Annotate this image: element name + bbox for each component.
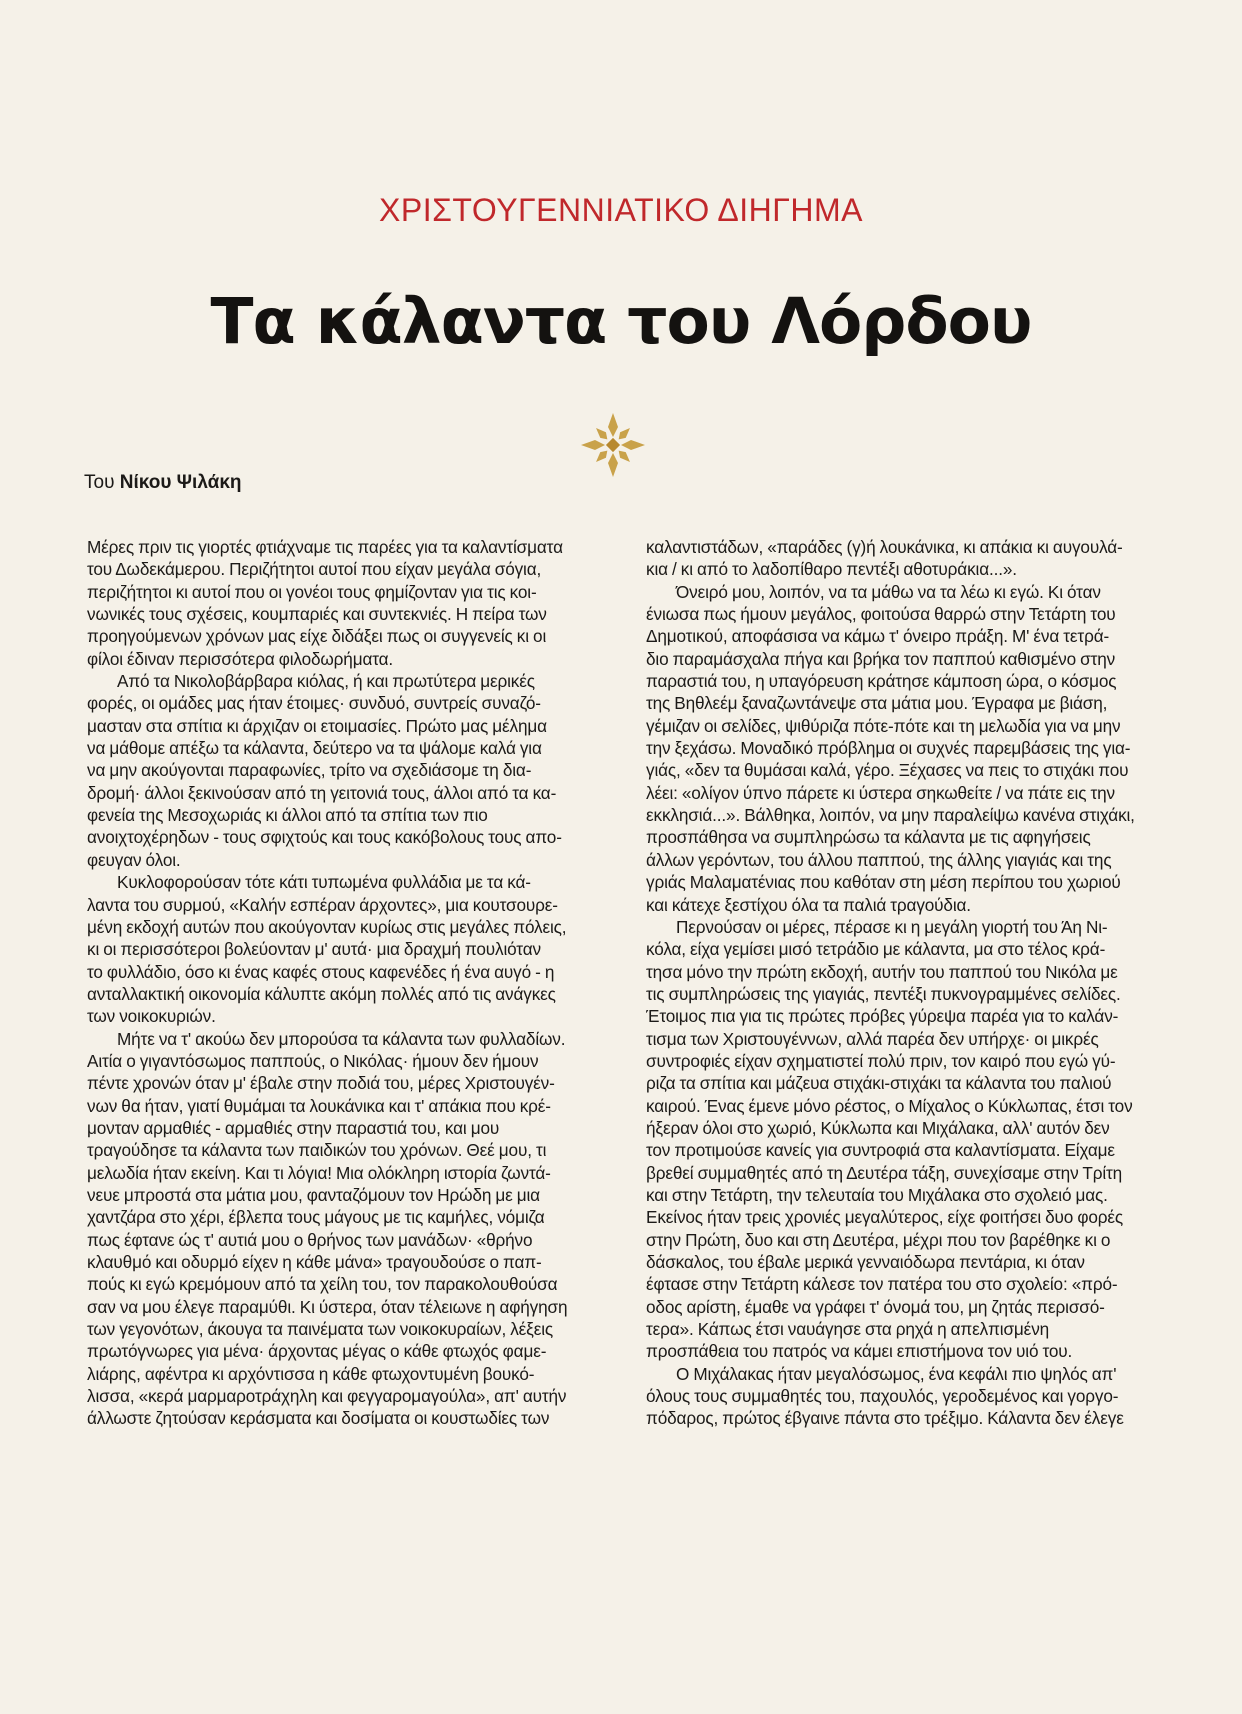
text-line: Δημοτικού, αποφάσισα να κάμω τ' όνειρο πράξη. Μ' ένα τετρά- [646, 626, 1110, 647]
text-line: πόδαρος, πρώτος έβγαινε πάντα στο τρέξιμο. Κάλαντα δεν έλεγε [646, 1408, 1124, 1429]
text-line: εκκλησιά...». Βάλθηκα, λοιπόν, να μην παραλείψω κανένα στιχάκι, [646, 805, 1135, 826]
text-line: ήξεραν όλοι στο χωριό, Κύκλωπα και Μιχάλακα, αλλ' αυτόν δεν [646, 1117, 1110, 1138]
text-line: Κυκλοφορούσαν τότε κάτι τυπωμένα φυλλάδια με τα κά- [117, 872, 531, 893]
text-line: ανοιχτοχέρηδων - τους σφιχτούς και τους κακόβολους τους απο- [87, 827, 562, 848]
byline [84, 470, 242, 496]
text-line: συντροφιές είχαν σχηματιστεί πολύ πριν, τον καιρό που εγώ γύ- [646, 1050, 1116, 1071]
text-line: να μην ακούγονται παραφωνίες, τρίτο να σχεδιάσομε τη δια- [87, 760, 532, 781]
text-line: πρωτόγνωρες για μένα· άρχοντας μέγας ο κάθε φτωχός φαμε- [87, 1341, 547, 1362]
text-line: φενεία της Μεσοχωριάς κι άλλοι από τα σπίτια των πιο [87, 805, 488, 826]
text-line: τησα μόνο την πρώτη εκδοχή, αυτήν του παππού του Νικόλα με [646, 961, 1118, 982]
section-kicker: ΧΡΙΣΤΟΥΓΕΝΝΙΑΤΙΚΟ ΔΙΗΓΗΜΑ [379, 192, 863, 228]
text-line: διο παραμάσχαλα πήγα και βρήκα τον παππού καθισμένο στην [646, 648, 1116, 669]
text-line: Έτοιμος πια για τις πρώτες πρόβες γύρεψα παρέα για το καλάν- [646, 1006, 1119, 1027]
text-line: προσπάθεια του πατρός να κάμει επιστήμονα τον υιό του. [646, 1341, 1073, 1362]
text-line: λέει: «ολίγον ύπνο πάρετε κι ύστερα σηκωθείτε / να πάτε εις την [646, 782, 1115, 803]
text-line: κλαυθμό και οδυρμό είχεν η κάθε μάνα» τραγουδούσε ο παπ- [87, 1252, 542, 1272]
text-line: παραστιά του, η υπαγόρευση κράτησε κάμποση ώρα, ο κόσμος [646, 671, 1117, 692]
text-line: δρομή· άλλοι ξεκινούσαν από τη γειτονιά τους, άλλοι από τα κα- [87, 782, 557, 803]
text-line: ανταλλακτική οικονομία κάλυπτε ακόμη πολλές από τις ανάγκες [87, 983, 556, 1004]
text-line: κια / κι από το λαδοπίθαρο πεντέξι αθοτυράκια...». [646, 559, 1017, 580]
text-line: βρεθεί συμμαθητές από τη Δευτέρα τάξη, συνεχίσαμε στην Τρίτη [646, 1162, 1123, 1183]
text-line: λιάρης, αφέντρα κι αρχόντισσα η κάθε φτωχοντυμένη βουκό- [87, 1363, 535, 1384]
text-line: πέντε χρονών όταν μ' έβαλε στην ποδιά του, μέρες Χριστουγέν- [87, 1073, 555, 1094]
text-line: κόλα, είχα γεμίσει μισό τετράδιο με κάλαντα, μα στο τέλος κρά- [646, 939, 1106, 960]
text-line: το φυλλάδιο, όσο κι ένας καφές στους καφενέδες ή ένα αυγό - η [87, 961, 555, 982]
text-line: κι οι περισσότεροι βολεύονταν μ' αυτά· μια δραχμή πουλιόταν [87, 939, 541, 960]
text-line: της Βηθλεέμ ξαναζωντάνεψε στα μάτια μου. Έγραφα με βιάση, [646, 693, 1108, 714]
text-column-right [646, 536, 1154, 1430]
text-column-left [87, 536, 595, 1430]
text-line: νευε μπροστά στα μάτια μου, φανταζόμουν τον Ηρώδη με μια [87, 1184, 540, 1205]
text-line: τον προτιμούσε κανείς για συντροφιά στα καλαντίσματα. Είχαμε [646, 1140, 1115, 1161]
text-line: δάσκαλος, του έβαλε μερικά γενναιόδωρα πεντάρια, κι όταν [646, 1252, 1085, 1272]
text-line: την ξεχάσω. Μοναδικό πρόβλημα οι συχνές παρεμβάσεις της για- [646, 738, 1131, 759]
text-line: πούς κι εγώ κρεμόμουν από τα χείλη του, τον παρακολουθούσα [87, 1274, 558, 1295]
text-line: Όνειρό μου, λοιπόν, να τα μάθω να τα λέω κι εγώ. Κι όταν [676, 581, 1101, 602]
text-line: Περνούσαν οι μέρες, πέρασε κι η μεγάλη γιορτή του Άη Νι- [676, 916, 1108, 937]
text-line: των γεγονότων, άκουγα τα παινέματα των νοικοκυραίων, λέξεις [87, 1319, 554, 1340]
text-line: ριζα τα σπίτια και μάζευα στιχάκι-στιχάκι τα κάλαντα του παλιού [646, 1073, 1112, 1094]
text-line: οδος αρίστη, έμαθε να γράφει τ' όνομά του, μη ζητάς περισσό- [646, 1296, 1105, 1317]
text-line: φορές, οι ομάδες μας ήταν έτοιμες· συνδυό, συντρείς συναζό- [87, 693, 541, 714]
text-line: τις συμπληρώσεις της γιαγιάς, πεντέξι πυκνογραμμένες σελίδες. [646, 983, 1121, 1004]
text-line: Μήτε να τ' ακούω δεν μπορούσα τα κάλαντα των φυλλαδίων. [117, 1028, 566, 1049]
text-line: γέμιζαν οι σελίδες, ψιθύριζα πότε-πότε και τη μελωδία για να μην [646, 715, 1121, 736]
text-line: μελωδία ήταν εκείνη. Και τι λόγια! Μια ολόκληρη ιστορία ζωντά- [87, 1162, 551, 1183]
text-line: μένη εκδοχή αυτών που ακούγονταν κυρίως στις μεγάλες πόλεις, [87, 916, 567, 937]
text-line: να μάθομε απέξω τα κάλαντα, δεύτερο να τα ψάλομε καλά για [87, 738, 542, 759]
star-ornament-icon [578, 410, 648, 480]
text-line: προηγούμενων χρόνων μας είχε διδάξει πως οι συγγενείς κι οι [87, 626, 547, 647]
text-line: έφτασε στην Τετάρτη κάλεσε τον πατέρα του στο σχολείο: «πρό- [646, 1274, 1118, 1295]
text-line: ένιωσα πως ήμουν μεγάλος, φοιτούσα θαρρώ στην Τετάρτη του [646, 604, 1116, 625]
text-line: Μέρες πριν τις γιορτές φτιάχναμε τις παρέες για τα καλαντίσματα [87, 537, 563, 557]
text-line: άλλων γερόντων, του άλλου παππού, της άλλης γιαγιάς και της [646, 849, 1112, 870]
text-line: σαν να μου έλεγε παραμύθι. Κι ύστερα, όταν τέλειωνε η αφήγηση [87, 1296, 568, 1317]
text-line: του Δωδεκάμερου. Περιζήτητοι αυτοί που είχαν μεγάλα σόγια, [87, 559, 542, 580]
text-line: μονταν αρμαθιές - αρμαθιές στην παραστιά του, και μου [87, 1117, 500, 1138]
text-line: χαντζάρα στο χέρι, έβλεπα τους μάγους με τις καμήλες, νόμιζα [87, 1207, 545, 1228]
text-line: καιρού. Ένας έμενε μόνο ρέστος, ο Μίχαλος ο Κύκλωπας, έτσι τον [646, 1095, 1133, 1116]
text-line: όλους τους συμμαθητές του, παχουλός, γεροδεμένος και γοργο- [646, 1386, 1119, 1407]
text-line: άλλωστε ζητούσαν κεράσματα και δοσίματα οι κουστωδίες των [87, 1408, 550, 1429]
text-line: νων θα ήταν, γιατί θυμάμαι τα λουκάνικα και τ' απάκια που κρέ- [87, 1095, 551, 1116]
text-line: και κάτεχε ξεστίχου όλα τα παλιά τραγούδια. [646, 894, 971, 915]
text-line: και στην Τετάρτη, την τελευταία του Μιχάλακα στο σχολειό μας. [646, 1184, 1108, 1205]
text-line: στην Πρώτη, δυο και στη Δευτέρα, μέχρι που τον βαρέθηκε κι ο [646, 1229, 1111, 1250]
text-line: φευγαν όλοι. [87, 849, 181, 870]
text-line: καλαντιστάδων, «παράδες (γ)ή λουκάνικα, κι απάκια κι αυγουλά- [646, 537, 1123, 557]
text-line: μασταν στα σπίτια κι άρχιζαν οι ετοιμασίες. Πρώτο μας μέλημα [87, 715, 547, 736]
text-line: τερα». Κάπως έτσι ναυάγησε στα ρηχά η απελπισμένη [646, 1319, 1050, 1340]
text-line: των νοικοκυριών. [87, 1006, 216, 1027]
text-line: Ο Μιχάλακας ήταν μεγαλόσωμος, ένα κεφάλι πιο ψηλός απ' [676, 1363, 1117, 1384]
text-line: Αιτία ο γιγαντόσωμος παππούς, ο Νικόλας· ήμουν δεν ήμουν [87, 1050, 539, 1071]
text-line: φίλοι έδιναν περισσότερα φιλοδωρήματα. [87, 648, 394, 669]
text-line: τραγούδησε τα κάλαντα των παιδικών του χρόνων. Θεέ μου, τι [87, 1140, 547, 1161]
text-line: προσπάθησα να συμπληρώσω τα κάλαντα με τις αφηγήσεις [646, 827, 1091, 848]
text-line: Εκείνος ήταν τρεις χρονιές μεγαλύτερος, είχε φοιτήσει δυο φορές [646, 1207, 1124, 1228]
byline-prefix: Του [84, 472, 120, 493]
text-line: λισσα, «κερά μαρμαροτράχηλη και φεγγαρομαγούλα», απ' αυτήν [87, 1386, 567, 1407]
text-line: Από τα Νικολοβάρβαρα κιόλας, ή και πρωτύτερα μερικές [117, 671, 535, 692]
author-name: Νίκου Ψιλάκη [119, 472, 242, 493]
text-line: γιάς, «δεν τα θυμάσαι καλά, γέρο. Ξέχασες να πεις το στιχάκι που [646, 760, 1129, 781]
text-line: πως έφτανε ώς τ' αυτιά μου ο θρήνος των μανάδων· «θρήνο [87, 1229, 533, 1250]
text-line: λαντα του συρμού, «Καλήν εσπέραν άρχοντες», μια κουτσουρε- [87, 894, 558, 915]
article-title: Τα κάλαντα του Λόρδου [210, 285, 1032, 358]
text-line: γριάς Μαλαματένιας που καθόταν στη μέση περίπου του χωριού [646, 872, 1121, 893]
text-line: περιζήτητοι κι αυτοί που οι γονέοι τους φημίζονταν για τις κοι- [87, 581, 537, 602]
text-line: νωνικές τους σχέσεις, κουμπαριές και συντεκνιές. Η πείρα των [87, 604, 547, 625]
text-line: τισμα των Χριστουγέννων, αλλά παρέα δεν υπήρχε· οι μικρές [646, 1028, 1099, 1049]
